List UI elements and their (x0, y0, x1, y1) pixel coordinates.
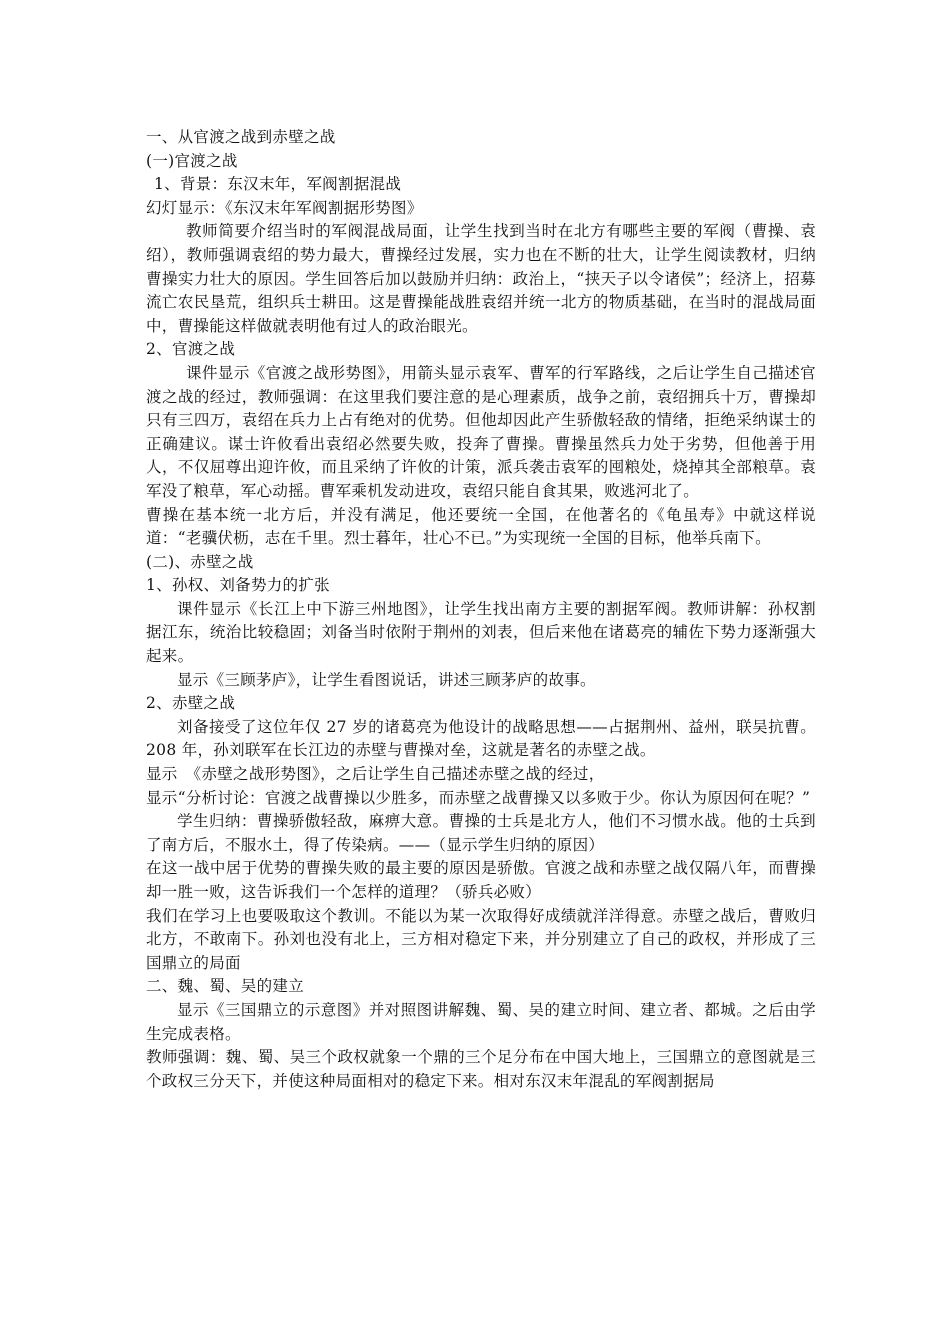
paragraph: 课件显示《官渡之战形势图》，用箭头显示袁军、曹军的行军路线，之后让学生自己描述官渡之战的经过，教师强调：在这里我们要注意的是心理素质，战争之前，袁绍拥兵十万，曹操却只有三四万，袁绍在兵力上占有绝对的优势。但他却因此产生骄傲轻敌的情绪，拒绝采纳谋士的正确建议。谋士许攸看出袁绍必然要失败，投奔了曹操。曹操虽然兵力处于劣势，但他善于用人，不仅屈尊出迎许攸，而且采纳了许攸的计策，派兵袭击袁军的囤粮处，烧掉其全部粮草。袁军没了粮草，军心动摇。曹军乘机发动进攻，袁绍只能自食其果，败逃河北了。 (146, 363, 816, 500)
section-heading: 一、从官渡之战到赤壁之战 (146, 128, 336, 146)
paragraph: 课件显示《长江上中下游三州地图》，让学生找出南方主要的割据军阀。教师讲解：孙权割据江东，统治比较稳固；刘备当时依附于荆州的刘表，但后来他在诸葛亮的辅佐下势力逐渐强大起来。 (146, 599, 816, 666)
paragraph: 显示《三国鼎立的示意图》并对照图讲解魏、蜀、吴的建立时间、建立者、都城。之后由学生完成表格。 (146, 1000, 816, 1043)
section-heading: 二、魏、蜀、吴的建立 (146, 977, 305, 996)
item-heading: 2、官渡之战 (146, 340, 236, 359)
paragraph: 我们在学习上也要吸取这个教训。不能以为某一次取得好成绩就洋洋得意。赤壁之战后，曹败归北方，不敢南下。孙刘也没有北上，三方相对稳定下来，并分别建立了自己的政权，并形成了三国鼎立的局面 (146, 906, 816, 972)
subsection-heading: (一)官渡之战 (146, 151, 238, 170)
item-heading: 2、赤壁之战 (146, 694, 236, 713)
paragraph: 显示“分析讨论：官渡之战曹操以少胜多，而赤壁之战曹操又以多败于少。你认为原因何在呢？” (146, 788, 811, 807)
paragraph: 幻灯显示：《东汉末年军阀割据形势图》 (146, 198, 423, 217)
item-heading: 1、背景：东汉末年，军阀割据混战 (154, 175, 402, 194)
paragraph: 刘备接受了这位年仅 27 岁的诸葛亮为他设计的战略思想——占据荆州、益州，联吴抗曹。208 年，孙刘联军在长江边的赤壁与曹操对垒，这就是著名的赤壁之战。 (146, 717, 816, 760)
paragraph: 曹操在基本统一北方后，并没有满足，他还要统一全国，在他著名的《龟虽寿》中就这样说道：“老骥伏枥，志在千里。烈士暮年，壮心不已。”为实现统一全国的目标，他举兵南下。 (146, 505, 816, 548)
document-page (146, 126, 816, 1093)
paragraph: 学生归纳：曹操骄傲轻敌，麻痹大意。曹操的士兵是北方人，他们不习惯水战。他的士兵到了南方后，不服水土，得了传染病。——（显示学生归纳的原因） (146, 812, 816, 854)
subsection-heading: (二)、赤壁之战 (146, 552, 254, 571)
item-heading: 1、孙权、刘备势力的扩张 (146, 576, 330, 595)
paragraph: 显示 《赤壁之战形势图》，之后让学生自己描述赤壁之战的经过， (146, 765, 605, 784)
paragraph: 教师简要介绍当时的军阀混战局面，让学生找到当时在北方有哪些主要的军阀（曹操、袁绍），教师强调袁绍的势力最大，曹操经过发展，实力也在不断的壮大，让学生阅读教材，归纳曹操实力壮大的原因。学生回答后加以鼓励并归纳：政治上，“挟天子以令诸侯”；经济上，招募流亡农民垦荒，组织兵士耕田。这是曹操能战胜袁绍并统一北方的物质基础，在当时的混战局面中，曹操能这样做就表明他有过人的政治眼光。 (146, 222, 816, 335)
paragraph: 显示《三顾茅庐》，让学生看图说话，讲述三顾茅庐的故事。 (177, 670, 596, 689)
paragraph: 教师强调：魏、蜀、吴三个政权就象一个鼎的三个足分布在中国大地上，三国鼎立的意图就是三个政权三分天下，并使这种局面相对的稳定下来。相对东汉末年混乱的军阀割据局 (146, 1048, 816, 1090)
paragraph: 在这一战中居于优势的曹操失败的最主要的原因是骄傲。官渡之战和赤壁之战仅隔八年，而曹操却一胜一败，这告诉我们一个怎样的道理？（骄兵必败） (146, 859, 816, 901)
